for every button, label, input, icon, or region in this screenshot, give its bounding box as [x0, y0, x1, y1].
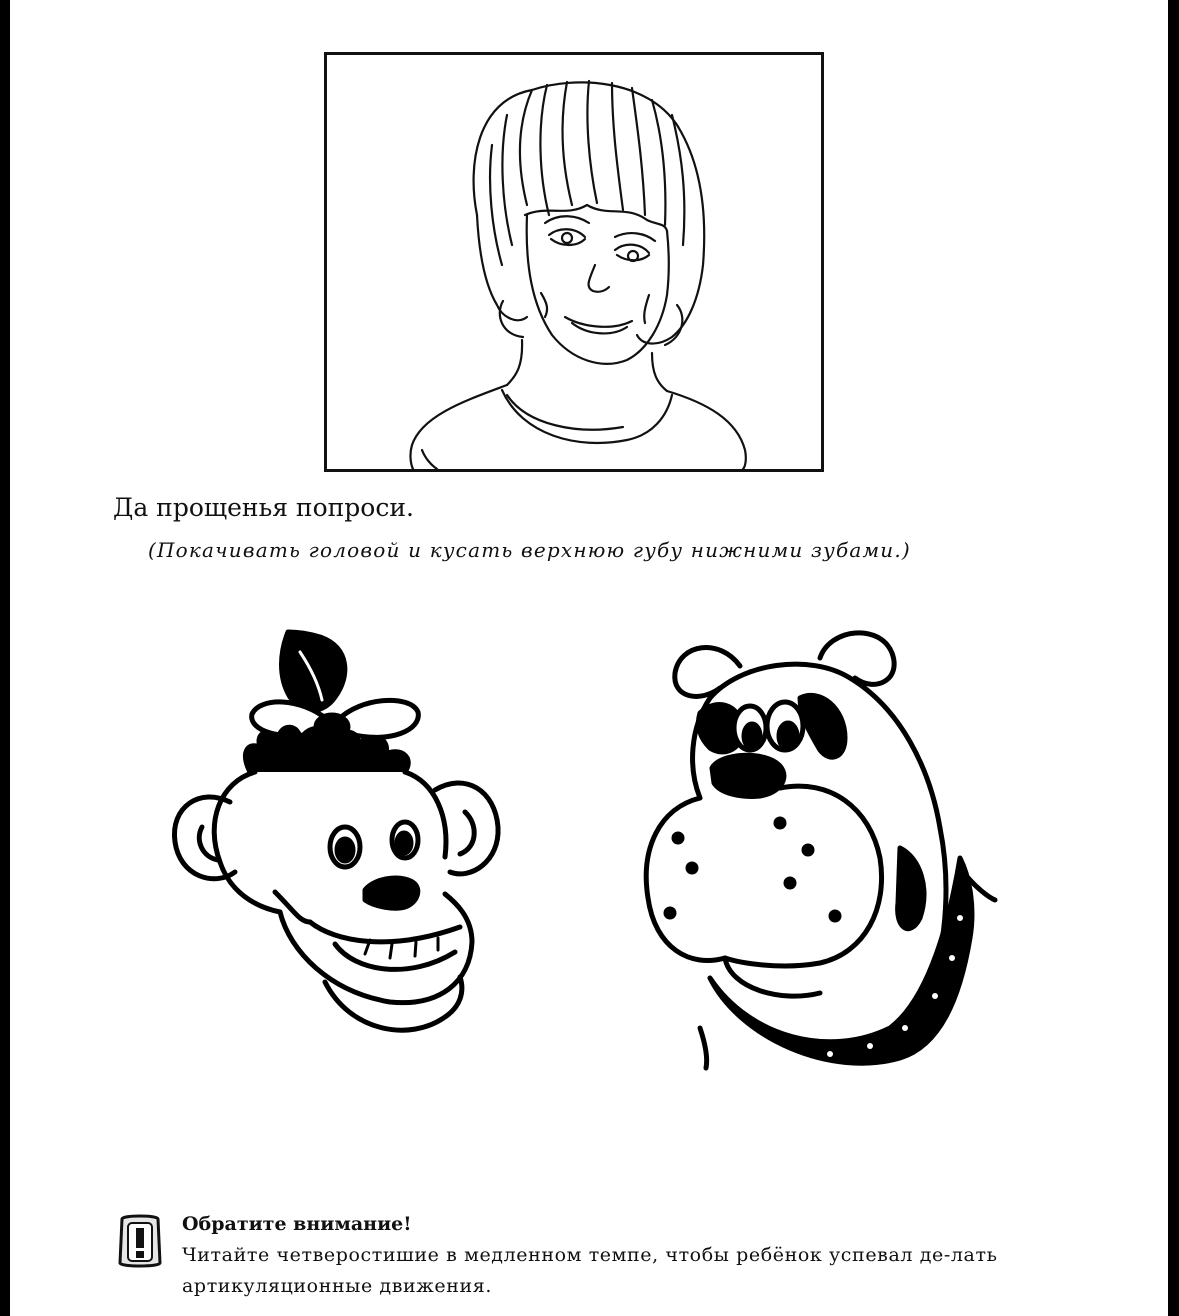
- girl-illustration: [324, 52, 824, 472]
- verse-line: Да прощенья попроси.: [113, 493, 414, 522]
- note-text: Читайте четверостишие в медленном темпе, чтобы ребёнок успевал де-лать артикуляционные движения.: [182, 1244, 998, 1297]
- book-page: [10, 0, 1168, 1316]
- exclamation-icon: [114, 1213, 166, 1269]
- note-title: Обратите внимание!: [182, 1213, 412, 1235]
- instruction-text: (Покачивать головой и кусать верхнюю губу нижними зубами.): [148, 538, 911, 562]
- monkey-illustration: [160, 622, 510, 1062]
- dog-illustration: [630, 618, 1010, 1088]
